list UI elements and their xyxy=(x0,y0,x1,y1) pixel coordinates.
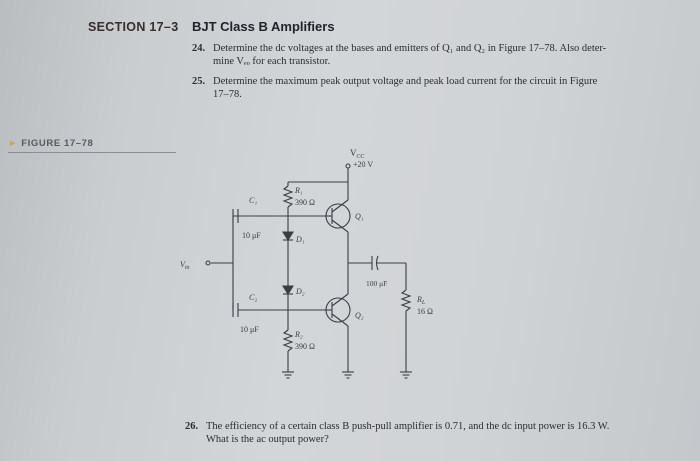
c2-value: 10 μF xyxy=(240,325,259,334)
problem-number: 24. xyxy=(192,43,206,54)
problem-number: 26. xyxy=(185,421,199,432)
problem-line-2: What is the ac output power? xyxy=(206,434,329,445)
q2-emitter xyxy=(332,294,348,306)
problem-line-2: mine Vₑₒ for each transistor. xyxy=(213,56,331,67)
problem-line-1: Determine the maximum peak output voltage and peak load current for the circuit in Figure xyxy=(213,76,598,87)
vin-label: $V_{in}$ xyxy=(180,260,190,271)
r1-resistor xyxy=(284,186,292,207)
q1-emitter xyxy=(332,220,348,232)
d2-label: D₂ xyxy=(296,287,305,296)
figure-label-text: FIGURE 17–78 xyxy=(21,138,94,149)
d1-diode xyxy=(283,232,293,240)
rl-resistor xyxy=(402,290,410,311)
problem-number: 25. xyxy=(192,76,206,87)
d1-label: D₁ xyxy=(296,235,305,244)
arrow-icon: ► xyxy=(8,138,19,149)
r2-label: R₂ xyxy=(295,330,303,339)
vin-terminal xyxy=(206,261,210,265)
section-label: SECTION 17–3 xyxy=(88,20,179,34)
problem-26 xyxy=(185,421,685,447)
c1-value: 10 μF xyxy=(242,231,261,240)
vcc-value: +20 V xyxy=(353,160,374,169)
q2-collector xyxy=(332,314,348,326)
problem-line-1: Determine the dc voltages at the bases and emitters of Q₁ and Q₂ in Figure 17–78. Also deter- xyxy=(213,43,607,54)
section-title: BJT Class B Amplifiers xyxy=(192,19,335,34)
problem-line-2: 17–78. xyxy=(213,89,242,100)
d2-diode xyxy=(283,286,293,294)
problem-line-1: The efficiency of a certain class B push-pull amplifier is 0.71, and the dc input power is 16.3 W. xyxy=(206,421,610,432)
q2-label: Q₂ xyxy=(355,311,364,320)
r2-resistor xyxy=(284,330,292,351)
rl-value: 16 Ω xyxy=(417,307,433,316)
vcc-terminal xyxy=(346,164,350,168)
vcc-label: $V_{CC}$ xyxy=(350,148,365,160)
c2-label: C₂ xyxy=(249,293,258,302)
r1-label: R₁ xyxy=(295,186,303,195)
c3-value: 100 μF xyxy=(366,279,388,288)
rl-label: $R_L$ xyxy=(417,295,426,306)
q1-label: Q₁ xyxy=(355,212,364,221)
r2-value: 390 Ω xyxy=(295,342,315,351)
c1-label: C₁ xyxy=(249,196,258,205)
q1-collector xyxy=(332,200,348,212)
r1-value: 390 Ω xyxy=(295,198,315,207)
